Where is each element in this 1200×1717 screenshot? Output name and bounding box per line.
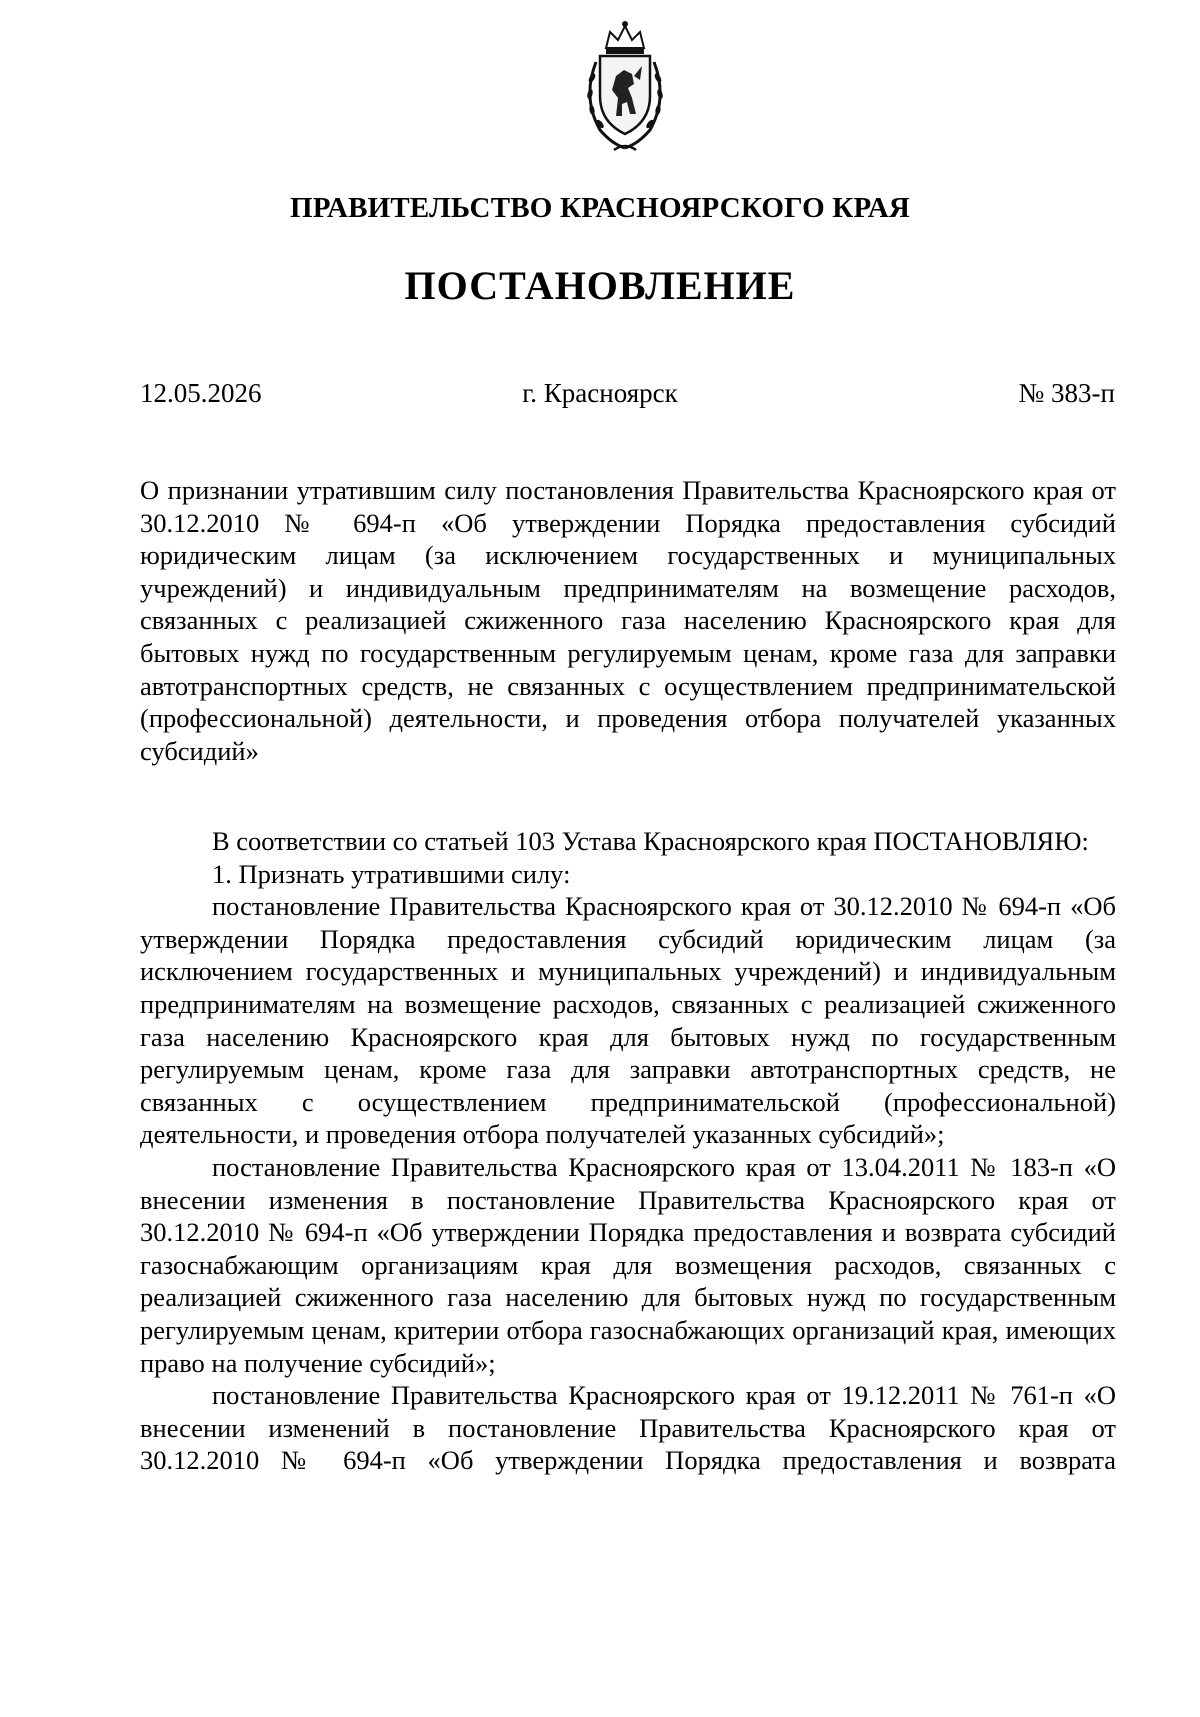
decree-subject: О признании утратившим силу постановления Правительства Красноярского края от 30.12.2010 № 694-п «Об утверждении Порядка предоставления субсидий юридическим лицам (за исключением государственных и муниципальных учреждений) и индивидуальным предпринимателям на возмещение расходов, связанных с реализацией сжиженного газа населению Красноярского края для бытовых нужд по государственным регулируемым ценам, кроме газа для заправки автотранспортных средств, не связанных с осуществлением предпринимательской (профессиональной) деятельности, и проведения отбора получателей указанных субсидий»	[140, 475, 1116, 766]
document-type-title: ПОСТАНОВЛЕНИЕ	[404, 263, 796, 308]
decree-city: г. Красноярск	[522, 378, 678, 408]
repealed-act-3: постановление Правительства Красноярского края от 19.12.2011 № 761-п «О внесении изменений в постановление Правительства Красноярского края от 30.12.2010 № 694-п «Об утверждении Порядка предоставления и возврата	[140, 1380, 1116, 1476]
item-1-paragraph: 1. Признать утратившими силу:	[212, 858, 571, 889]
decree-body	[140, 825, 1116, 1477]
government-title: ПРАВИТЕЛЬСТВО КРАСНОЯРСКОГО КРАЯ	[289, 192, 911, 224]
decree-number: № 383-п	[1018, 378, 1115, 408]
repealed-act-2: постановление Правительства Красноярского края от 13.04.2011 № 183-п «О внесении изменения в постановление Правительства Красноярского края от 30.12.2010 № 694-п «Об утверждении Порядка предоставления и возврата субсидий газоснабжающим организациям края для возмещения расходов, связанных с реализацией сжиженного газа населению для бытовых нужд по государственным регулируемым ценам, критерии отбора газоснабжающих организаций края, имеющих право на получение субсидий»;	[140, 1151, 1116, 1378]
decree-date: 12.05.2026	[140, 378, 262, 408]
preamble-paragraph: В соответствии со статьей 103 Устава Красноярского края ПОСТАНОВЛЯЮ:	[212, 826, 1089, 856]
repealed-act-1: постановление Правительства Красноярского края от 30.12.2010 № 694-п «Об утверждении Порядка предоставления субсидий юридическим лицам (за исключением государственных и муниципальных учреждений) и индивидуальным предпринимателям на возмещение расходов, связанных с реализацией сжиженного газа населению Красноярского края для бытовых нужд по государственным регулируемым ценам, кроме газа для заправки автотранспортных средств, не связанных с осуществлением предпринимательской (профессиональной) деятельности, и проведения отбора получателей указанных субсидий»;	[140, 891, 1116, 1150]
coat-of-arms-icon	[570, 18, 680, 158]
